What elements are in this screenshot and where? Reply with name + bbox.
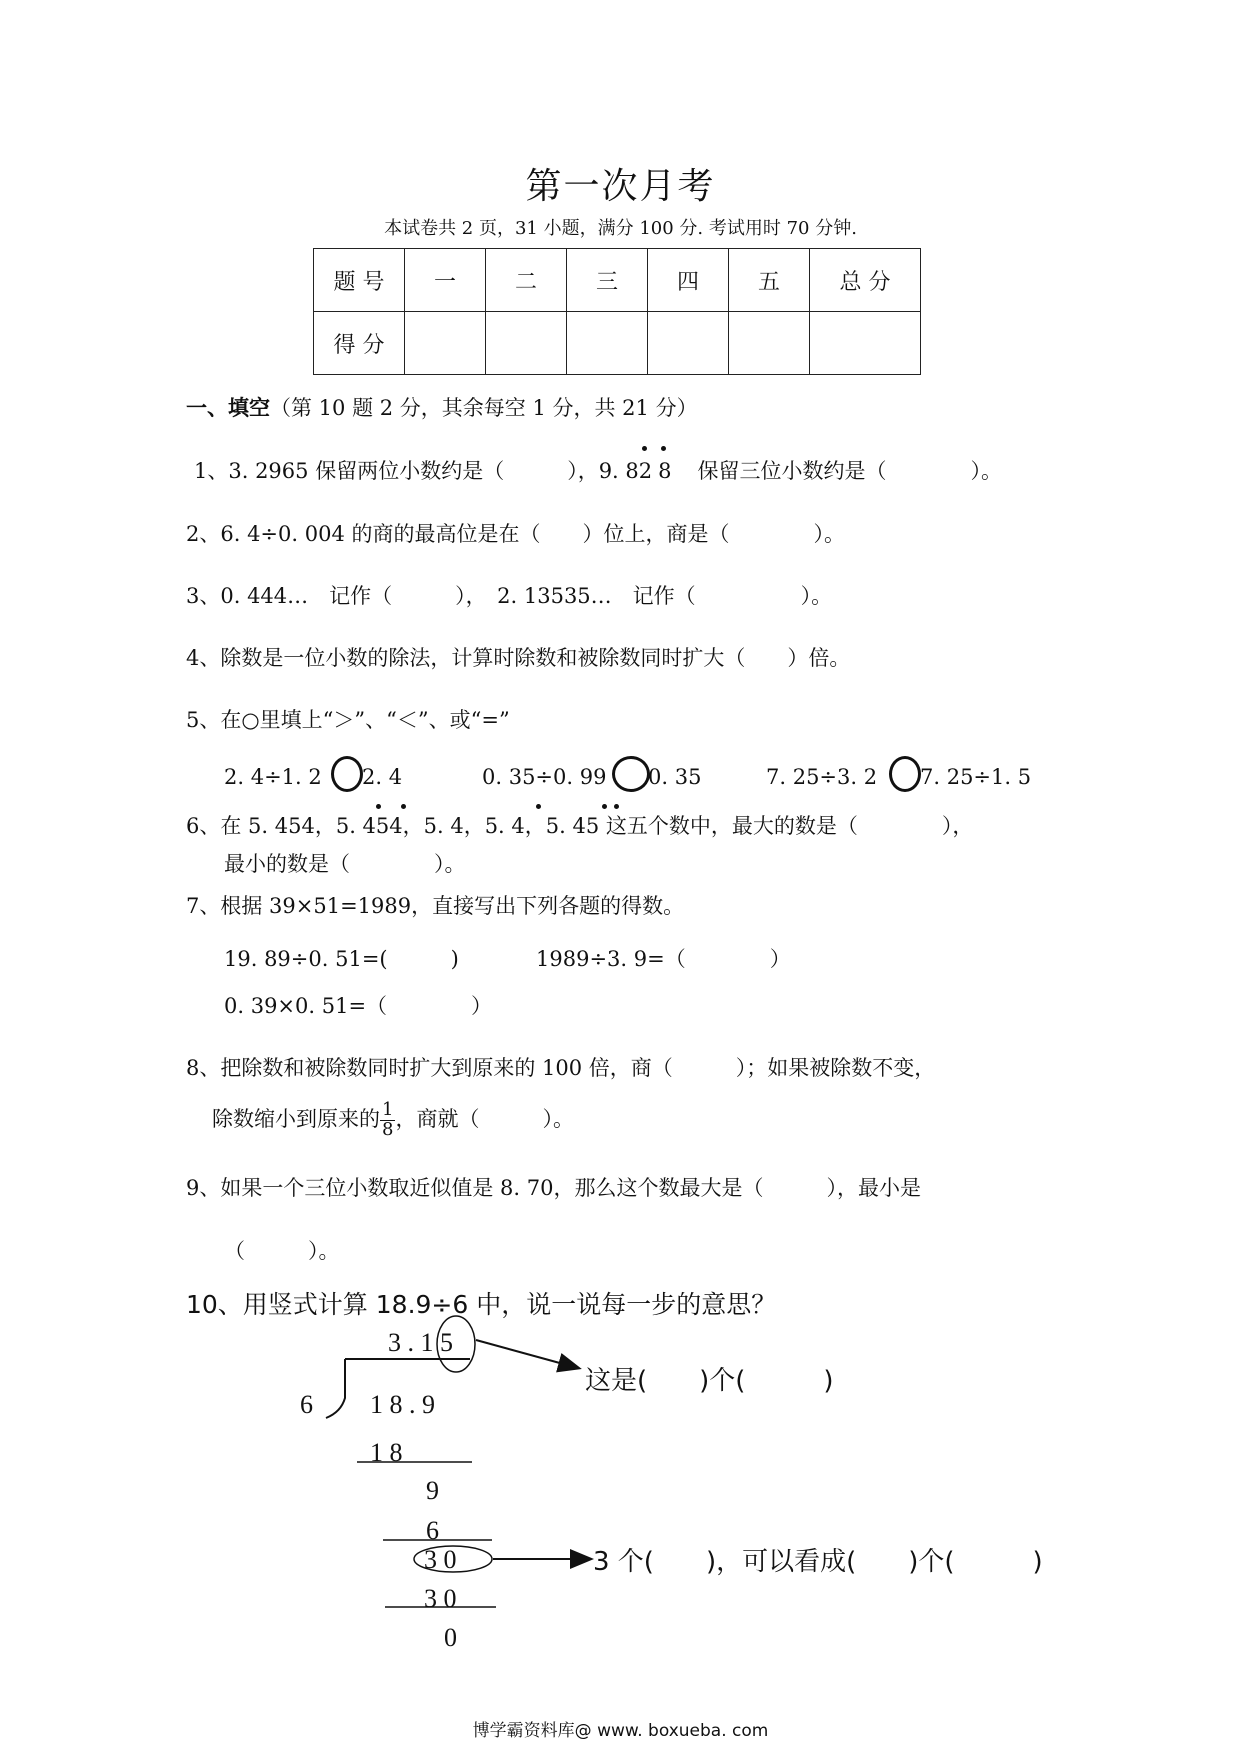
q10-answer-2: 3 个( )，可以看成( )个( ) bbox=[593, 1547, 1043, 1577]
division-step-1: 1 8 bbox=[370, 1438, 403, 1467]
q8-post: ，商就（ ）。 bbox=[395, 1106, 574, 1131]
q8-pre: 除数缩小到原来的 bbox=[212, 1106, 380, 1131]
q5-expr-1-right: 2. 4 bbox=[362, 765, 403, 789]
question-7-stem: 7、根据 39×51=1989，直接写出下列各题的得数。 bbox=[186, 894, 685, 918]
exam-info: 本试卷共 2 页，31 小题，满分 100 分. 考试用时 70 分钟. bbox=[384, 218, 857, 239]
division-step-4: 3 0 bbox=[424, 1545, 457, 1574]
q7-item-a: 19. 89÷0. 51=( ) bbox=[224, 947, 459, 971]
arrow-icon bbox=[476, 1340, 578, 1368]
q5-expr-1-left: 2. 4÷1. 2 bbox=[224, 765, 322, 789]
division-divisor: 6 bbox=[300, 1390, 313, 1419]
score-cell: 三 bbox=[567, 249, 648, 312]
q1-repeat-digit-8: 8 bbox=[658, 459, 671, 483]
division-step-5: 3 0 bbox=[424, 1584, 457, 1613]
q5-expr-2-right: 0. 35 bbox=[648, 765, 702, 789]
highlight-circle-icon bbox=[437, 1316, 475, 1372]
score-cell: 五 bbox=[729, 249, 810, 312]
q1-text-d: 保留三位小数约是（ ）。 bbox=[697, 459, 1003, 483]
fraction-numerator: 1 bbox=[382, 1099, 394, 1120]
division-step-2: 9 bbox=[426, 1476, 439, 1505]
question-10-stem: 10、用竖式计算 18.9÷6 中，说一说每一步的意思？ bbox=[186, 1290, 777, 1319]
question-6-line-1: 6、在 5. 454，5. 454，5. 4，5. 4，5. 45 这五个数中，最大的数是（ ）， bbox=[186, 814, 974, 838]
question-3: 3、0. 444… 记作（ ）， 2. 13535… 记作（ ）。 bbox=[186, 584, 833, 608]
score-cell: 总 分 bbox=[810, 249, 921, 312]
division-bracket bbox=[326, 1359, 345, 1418]
question-9-line-2: （ ）。 bbox=[224, 1239, 340, 1263]
q10-answer-1: 这是( )个( ) bbox=[585, 1366, 834, 1396]
score-cell: 题 号 bbox=[314, 249, 405, 312]
score-cell: 一 bbox=[405, 249, 486, 312]
question-9-line-1: 9、如果一个三位小数取近似值是 8. 70，那么这个数最大是（ ），最小是 bbox=[186, 1176, 921, 1200]
q5-expr-3-left: 7. 25÷3. 2 bbox=[766, 765, 878, 789]
question-2: 2、6. 4÷0. 004 的商的最高位是在（ ）位上，商是（ ）。 bbox=[186, 522, 845, 546]
q1-repeat-digit-2: 2 bbox=[639, 459, 652, 483]
question-8-line-1: 8、把除数和被除数同时扩大到原来的 100 倍，商（ ）；如果被除数不变， bbox=[186, 1056, 936, 1080]
division-remainder: 0 bbox=[444, 1623, 457, 1652]
q5-expr-3-right: 7. 25÷1. 5 bbox=[920, 765, 1032, 789]
q1-text-a: 1、3. 2965 保留两位小数约是（ ），9. 8 bbox=[194, 459, 639, 483]
section-1-note: （第 10 题 2 分，其余每空 1 分，共 21 分） bbox=[270, 396, 698, 420]
score-cell: 二 bbox=[486, 249, 567, 312]
question-5-stem: 5、在○里填上“＞”、“＜”、或“=” bbox=[186, 708, 510, 732]
page-title: 第一次月考 bbox=[525, 166, 716, 207]
score-cell: 四 bbox=[648, 249, 729, 312]
q7-item-c: 0. 39×0. 51=（ ） bbox=[224, 994, 493, 1018]
q5-expr-2-left: 0. 35÷0. 99 bbox=[482, 765, 607, 789]
highlight-ellipse-icon bbox=[414, 1546, 492, 1572]
q7-item-b: 1989÷3. 9=（ ） bbox=[536, 947, 791, 971]
section-1-title: 一、填空 bbox=[186, 396, 270, 420]
fraction-denominator: 8 bbox=[382, 1118, 394, 1140]
division-step-3: 6 bbox=[426, 1516, 439, 1545]
score-cell: 得 分 bbox=[314, 312, 405, 375]
question-4: 4、除数是一位小数的除法，计算时除数和被除数同时扩大（ ）倍。 bbox=[186, 646, 851, 670]
division-quotient: 3 . 1 5 bbox=[388, 1328, 453, 1357]
footer-watermark: 博学霸资料库@ www. boxueba. com bbox=[472, 1721, 769, 1741]
division-dividend: 1 8 . 9 bbox=[370, 1390, 435, 1419]
question-6-line-2: 最小的数是（ ）。 bbox=[224, 852, 466, 876]
